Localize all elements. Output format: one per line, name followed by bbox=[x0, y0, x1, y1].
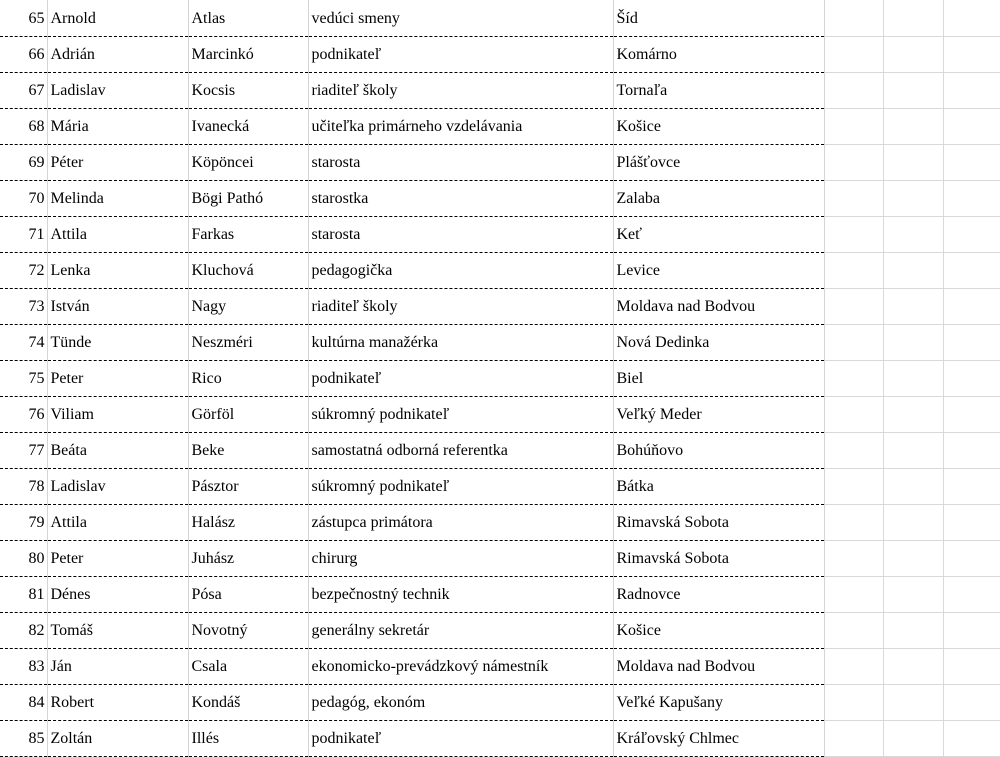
occupation-cell[interactable]: riaditeľ školy bbox=[308, 73, 613, 109]
empty-cell[interactable] bbox=[943, 505, 1000, 541]
empty-cell[interactable] bbox=[883, 685, 943, 721]
city-cell[interactable]: Košice bbox=[613, 613, 824, 649]
table-row bbox=[0, 109, 1000, 145]
empty-cell[interactable] bbox=[824, 397, 883, 433]
empty-cell[interactable] bbox=[943, 253, 1000, 289]
occupation-cell[interactable]: ekonomicko-prevádzkový námestník bbox=[308, 649, 613, 685]
last-name-cell[interactable]: Farkas bbox=[188, 217, 308, 253]
first-name-cell[interactable]: Lenka bbox=[47, 253, 188, 289]
empty-cell[interactable] bbox=[824, 541, 883, 577]
empty-cell[interactable] bbox=[943, 0, 1000, 37]
empty-cell[interactable] bbox=[824, 181, 883, 217]
empty-cell[interactable] bbox=[824, 0, 883, 37]
city-cell[interactable]: Kráľovský Chlmec bbox=[613, 721, 824, 757]
city-cell[interactable]: Biel bbox=[613, 361, 824, 397]
empty-cell[interactable] bbox=[943, 649, 1000, 685]
empty-cell[interactable] bbox=[824, 613, 883, 649]
city-cell[interactable]: Veľké Kapušany bbox=[613, 685, 824, 721]
table-row bbox=[0, 649, 1000, 685]
empty-cell[interactable] bbox=[824, 37, 883, 73]
row-number-cell[interactable]: 81 bbox=[0, 577, 47, 613]
empty-cell[interactable] bbox=[883, 613, 943, 649]
table-row bbox=[0, 361, 1000, 397]
first-name-cell[interactable]: Zoltán bbox=[47, 721, 188, 757]
first-name-cell[interactable]: Péter bbox=[47, 145, 188, 181]
first-name-cell[interactable]: Melinda bbox=[47, 181, 188, 217]
empty-cell[interactable] bbox=[824, 577, 883, 613]
empty-cell[interactable] bbox=[943, 361, 1000, 397]
empty-cell[interactable] bbox=[943, 325, 1000, 361]
empty-cell[interactable] bbox=[883, 145, 943, 181]
empty-cell[interactable] bbox=[943, 397, 1000, 433]
first-name-cell[interactable]: Tünde bbox=[47, 325, 188, 361]
empty-cell[interactable] bbox=[824, 73, 883, 109]
row-number-cell[interactable]: 82 bbox=[0, 613, 47, 649]
first-name-cell[interactable]: Viliam bbox=[47, 397, 188, 433]
row-number-cell[interactable]: 78 bbox=[0, 469, 47, 505]
empty-cell[interactable] bbox=[883, 649, 943, 685]
empty-cell[interactable] bbox=[943, 145, 1000, 181]
empty-cell[interactable] bbox=[883, 37, 943, 73]
empty-cell[interactable] bbox=[824, 685, 883, 721]
occupation-cell[interactable]: pedagóg, ekonóm bbox=[308, 685, 613, 721]
empty-cell[interactable] bbox=[824, 145, 883, 181]
row-number-cell[interactable]: 84 bbox=[0, 685, 47, 721]
city-cell[interactable]: Moldava nad Bodvou bbox=[613, 289, 824, 325]
empty-cell[interactable] bbox=[883, 433, 943, 469]
last-name-cell[interactable]: Csala bbox=[188, 649, 308, 685]
empty-cell[interactable] bbox=[883, 721, 943, 757]
row-number-cell[interactable]: 85 bbox=[0, 721, 47, 757]
last-name-cell[interactable]: Atlas bbox=[188, 0, 308, 37]
empty-cell[interactable] bbox=[943, 73, 1000, 109]
last-name-cell[interactable]: Görföl bbox=[188, 397, 308, 433]
empty-cell[interactable] bbox=[943, 433, 1000, 469]
last-name-cell[interactable]: Kocsis bbox=[188, 73, 308, 109]
empty-cell[interactable] bbox=[883, 109, 943, 145]
table-row bbox=[0, 505, 1000, 541]
last-name-cell[interactable]: Marcinkó bbox=[188, 37, 308, 73]
table-row bbox=[0, 433, 1000, 469]
last-name-cell[interactable]: Pásztor bbox=[188, 469, 308, 505]
first-name-cell[interactable]: Ladislav bbox=[47, 73, 188, 109]
first-name-cell[interactable]: Mária bbox=[47, 109, 188, 145]
empty-cell[interactable] bbox=[883, 541, 943, 577]
first-name-cell[interactable]: Dénes bbox=[47, 577, 188, 613]
last-name-cell[interactable]: Kluchová bbox=[188, 253, 308, 289]
empty-cell[interactable] bbox=[883, 577, 943, 613]
occupation-cell[interactable]: riaditeľ školy bbox=[308, 289, 613, 325]
empty-cell[interactable] bbox=[824, 109, 883, 145]
row-number-cell[interactable]: 77 bbox=[0, 433, 47, 469]
last-name-cell[interactable]: Beke bbox=[188, 433, 308, 469]
occupation-cell[interactable]: podnikateľ bbox=[308, 361, 613, 397]
row-number-cell[interactable]: 79 bbox=[0, 505, 47, 541]
empty-cell[interactable] bbox=[883, 253, 943, 289]
row-number-cell[interactable]: 71 bbox=[0, 217, 47, 253]
row-number-cell[interactable]: 66 bbox=[0, 37, 47, 73]
occupation-cell[interactable]: generálny sekretár bbox=[308, 613, 613, 649]
empty-cell[interactable] bbox=[883, 181, 943, 217]
empty-cell[interactable] bbox=[943, 181, 1000, 217]
occupation-cell[interactable]: učiteľka primárneho vzdelávania bbox=[308, 109, 613, 145]
empty-cell[interactable] bbox=[943, 37, 1000, 73]
first-name-cell[interactable]: Beáta bbox=[47, 433, 188, 469]
row-number-cell[interactable]: 76 bbox=[0, 397, 47, 433]
empty-cell[interactable] bbox=[824, 289, 883, 325]
table-row bbox=[0, 145, 1000, 181]
empty-cell[interactable] bbox=[824, 649, 883, 685]
first-name-cell[interactable]: Peter bbox=[47, 541, 188, 577]
city-cell[interactable]: Levice bbox=[613, 253, 824, 289]
last-name-cell[interactable]: Halász bbox=[188, 505, 308, 541]
table-row bbox=[0, 181, 1000, 217]
empty-cell[interactable] bbox=[824, 721, 883, 757]
occupation-cell[interactable]: vedúci smeny bbox=[308, 0, 613, 37]
occupation-cell[interactable]: súkromný podnikateľ bbox=[308, 469, 613, 505]
city-cell[interactable]: Keť bbox=[613, 217, 824, 253]
empty-cell[interactable] bbox=[883, 289, 943, 325]
row-number-cell[interactable]: 72 bbox=[0, 253, 47, 289]
city-cell[interactable]: Nová Dedinka bbox=[613, 325, 824, 361]
city-cell[interactable]: Radnovce bbox=[613, 577, 824, 613]
table-row bbox=[0, 397, 1000, 433]
empty-cell[interactable] bbox=[824, 325, 883, 361]
row-number-cell[interactable]: 73 bbox=[0, 289, 47, 325]
last-name-cell[interactable]: Pósa bbox=[188, 577, 308, 613]
empty-cell[interactable] bbox=[824, 361, 883, 397]
table-row bbox=[0, 469, 1000, 505]
first-name-cell[interactable]: Peter bbox=[47, 361, 188, 397]
first-name-cell[interactable]: István bbox=[47, 289, 188, 325]
city-cell[interactable]: Bátka bbox=[613, 469, 824, 505]
empty-cell[interactable] bbox=[883, 73, 943, 109]
occupation-cell[interactable]: zástupca primátora bbox=[308, 505, 613, 541]
empty-cell[interactable] bbox=[824, 253, 883, 289]
city-cell[interactable]: Plášťovce bbox=[613, 145, 824, 181]
table-row bbox=[0, 613, 1000, 649]
row-number-cell[interactable]: 74 bbox=[0, 325, 47, 361]
last-name-cell[interactable]: Rico bbox=[188, 361, 308, 397]
empty-cell[interactable] bbox=[943, 613, 1000, 649]
table-row bbox=[0, 73, 1000, 109]
empty-cell[interactable] bbox=[943, 289, 1000, 325]
last-name-cell[interactable]: Juhász bbox=[188, 541, 308, 577]
row-number-cell[interactable]: 83 bbox=[0, 649, 47, 685]
empty-cell[interactable] bbox=[883, 505, 943, 541]
occupation-cell[interactable]: podnikateľ bbox=[308, 37, 613, 73]
city-cell[interactable]: Tornaľa bbox=[613, 73, 824, 109]
last-name-cell[interactable]: Novotný bbox=[188, 613, 308, 649]
table-row bbox=[0, 0, 1000, 37]
empty-cell[interactable] bbox=[943, 685, 1000, 721]
occupation-cell[interactable]: podnikateľ bbox=[308, 721, 613, 757]
city-cell[interactable]: Zalaba bbox=[613, 181, 824, 217]
table-row bbox=[0, 685, 1000, 721]
row-number-cell[interactable]: 67 bbox=[0, 73, 47, 109]
table-row bbox=[0, 721, 1000, 757]
first-name-cell[interactable]: Attila bbox=[47, 217, 188, 253]
empty-cell[interactable] bbox=[824, 469, 883, 505]
empty-cell[interactable] bbox=[943, 469, 1000, 505]
first-name-cell[interactable]: Adrián bbox=[47, 37, 188, 73]
city-cell[interactable]: Veľký Meder bbox=[613, 397, 824, 433]
city-cell[interactable]: Bohúňovo bbox=[613, 433, 824, 469]
first-name-cell[interactable]: Tomáš bbox=[47, 613, 188, 649]
row-number-cell[interactable]: 69 bbox=[0, 145, 47, 181]
last-name-cell[interactable]: Bögi Pathó bbox=[188, 181, 308, 217]
first-name-cell[interactable]: Ján bbox=[47, 649, 188, 685]
empty-cell[interactable] bbox=[883, 361, 943, 397]
empty-cell[interactable] bbox=[943, 541, 1000, 577]
city-cell[interactable]: Moldava nad Bodvou bbox=[613, 649, 824, 685]
table-row bbox=[0, 253, 1000, 289]
occupation-cell[interactable]: starosta bbox=[308, 217, 613, 253]
row-number-cell[interactable]: 68 bbox=[0, 109, 47, 145]
table-row bbox=[0, 541, 1000, 577]
empty-cell[interactable] bbox=[943, 217, 1000, 253]
empty-cell[interactable] bbox=[824, 217, 883, 253]
first-name-cell[interactable]: Ladislav bbox=[47, 469, 188, 505]
occupation-cell[interactable]: bezpečnostný technik bbox=[308, 577, 613, 613]
empty-cell[interactable] bbox=[943, 721, 1000, 757]
empty-cell[interactable] bbox=[943, 109, 1000, 145]
occupation-cell[interactable]: starostka bbox=[308, 181, 613, 217]
city-cell[interactable]: Rimavská Sobota bbox=[613, 541, 824, 577]
row-number-cell[interactable]: 70 bbox=[0, 181, 47, 217]
city-cell[interactable]: Rimavská Sobota bbox=[613, 505, 824, 541]
last-name-cell[interactable]: Köpöncei bbox=[188, 145, 308, 181]
first-name-cell[interactable]: Attila bbox=[47, 505, 188, 541]
row-number-cell[interactable]: 80 bbox=[0, 541, 47, 577]
row-number-cell[interactable]: 75 bbox=[0, 361, 47, 397]
city-cell[interactable]: Komárno bbox=[613, 37, 824, 73]
first-name-cell[interactable]: Arnold bbox=[47, 0, 188, 37]
table-row bbox=[0, 577, 1000, 613]
occupation-cell[interactable]: kultúrna manažérka bbox=[308, 325, 613, 361]
last-name-cell[interactable]: Neszméri bbox=[188, 325, 308, 361]
occupation-cell[interactable]: pedagogička bbox=[308, 253, 613, 289]
occupation-cell[interactable]: chirurg bbox=[308, 541, 613, 577]
first-name-cell[interactable]: Robert bbox=[47, 685, 188, 721]
last-name-cell[interactable]: Nagy bbox=[188, 289, 308, 325]
empty-cell[interactable] bbox=[824, 433, 883, 469]
occupation-cell[interactable]: samostatná odborná referentka bbox=[308, 433, 613, 469]
empty-cell[interactable] bbox=[883, 217, 943, 253]
occupation-cell[interactable]: starosta bbox=[308, 145, 613, 181]
table-row bbox=[0, 325, 1000, 361]
last-name-cell[interactable]: Ivanecká bbox=[188, 109, 308, 145]
last-name-cell[interactable]: Kondáš bbox=[188, 685, 308, 721]
table-row bbox=[0, 37, 1000, 73]
empty-cell[interactable] bbox=[883, 325, 943, 361]
table-row bbox=[0, 289, 1000, 325]
last-name-cell[interactable]: Illés bbox=[188, 721, 308, 757]
row-number-cell[interactable]: 65 bbox=[0, 0, 47, 37]
city-cell[interactable]: Šíd bbox=[613, 0, 824, 37]
city-cell[interactable]: Košice bbox=[613, 109, 824, 145]
empty-cell[interactable] bbox=[883, 0, 943, 37]
empty-cell[interactable] bbox=[943, 577, 1000, 613]
table-row bbox=[0, 217, 1000, 253]
empty-cell[interactable] bbox=[883, 397, 943, 433]
occupation-cell[interactable]: súkromný podnikateľ bbox=[308, 397, 613, 433]
empty-cell[interactable] bbox=[883, 469, 943, 505]
empty-cell[interactable] bbox=[824, 505, 883, 541]
